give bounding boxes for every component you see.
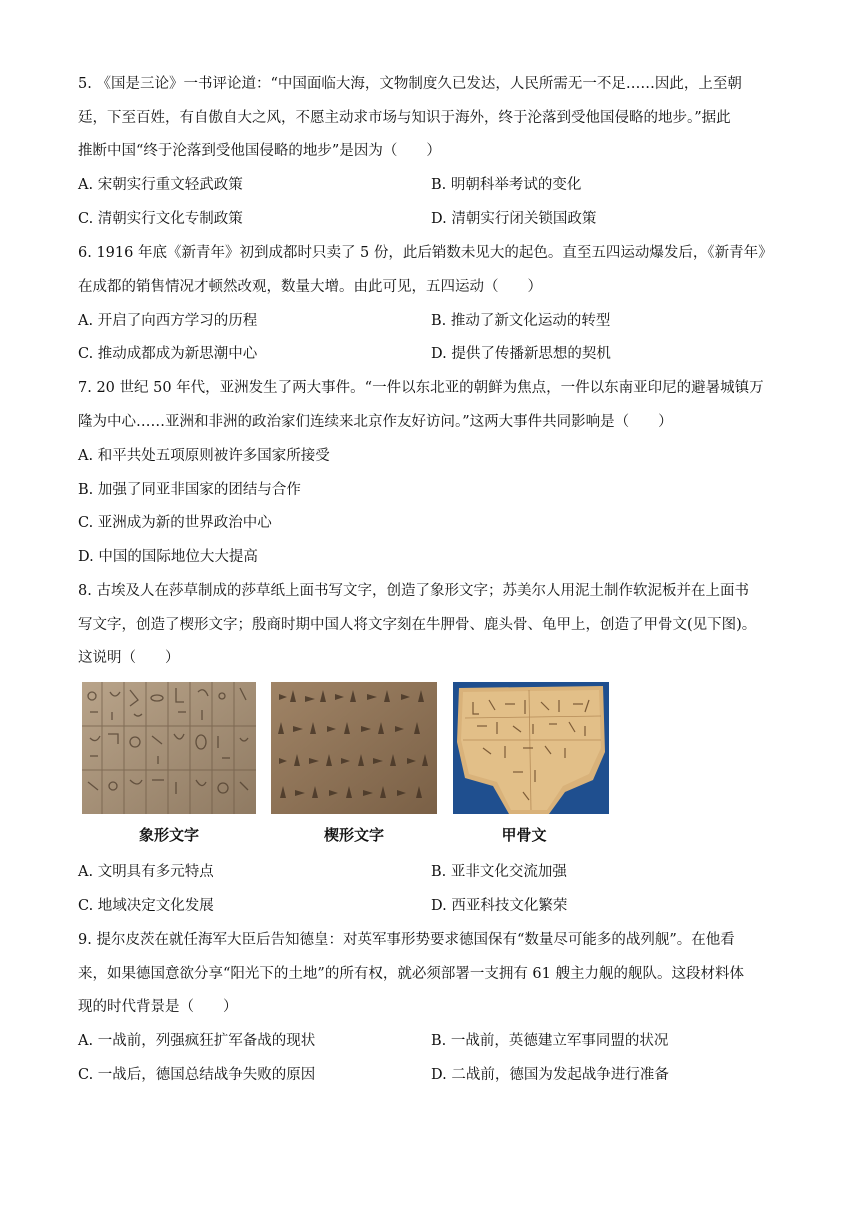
- caption-oracle-bone: 甲骨文: [501, 826, 547, 844]
- q9-stem-line-2: 来，如果德国意欲分享“阳光下的土地”的所有权，就必须部署一支拥有 61 艘主力舰的舰队。这段材料体: [78, 966, 744, 982]
- q7-option-c: C. 亚洲成为新的世界政治中心: [78, 515, 272, 531]
- q5-stem-line-2: 廷，下至百姓，有自傲自大之风，不愿主动求市场与知识于海外，终于沦落到受他国侵略的地步。”据此: [78, 110, 731, 126]
- q6-option-a: A. 开启了向西方学习的历程: [78, 313, 258, 329]
- q7-stem-line-1: 7. 20 世纪 50 年代，亚洲发生了两大事件。“一件以东北亚的朝鲜为焦点，一件以东南亚印尼的避暑城镇万: [78, 380, 764, 396]
- q8-stem-line-1: 8. 古埃及人在莎草制成的莎草纸上面书写文字，创造了象形文字；苏美尔人用泥土制作软泥板并在上面书: [78, 583, 749, 599]
- q6-stem-line-1: 6. 1916 年底《新青年》初到成都时只卖了 5 份，此后销数未见大的起色。直至五四运动爆发后，《新青年》: [78, 245, 773, 261]
- q7-stem-line-2: 隆为中心……亚洲和非洲的政治家们连续来北京作友好访问。”这两大事件共同影响是（ ）: [78, 414, 673, 430]
- q9-stem-line-3: 现的时代背景是（ ）: [78, 999, 238, 1015]
- q9-stem-line-1: 9. 提尔皮茨在就任海军大臣后告知德皇：对英军事形势要求德国保有“数量尽可能多的战列舰”。在他看: [78, 932, 735, 948]
- q6-option-d: D. 提供了传播新思想的契机: [431, 346, 611, 362]
- caption-hieroglyphs: 象形文字: [138, 826, 199, 844]
- q9-option-b: B. 一战前，英德建立军事同盟的状况: [431, 1033, 669, 1049]
- q8-option-d: D. 西亚科技文化繁荣: [431, 898, 568, 914]
- q8-option-a: A. 文明具有多元特点: [78, 864, 214, 880]
- q5-option-c: C. 清朝实行文化专制政策: [78, 211, 243, 227]
- q6-option-b: B. 推动了新文化运动的转型: [431, 313, 611, 329]
- q6-stem-line-2: 在成都的销售情况才顿然改观，数量大增。由此可见，五四运动（ ）: [78, 279, 542, 295]
- oracle-bone-image: [453, 682, 609, 814]
- cuneiform-image: [271, 682, 437, 814]
- q9-option-d: D. 二战前，德国为发起战争进行准备: [431, 1067, 669, 1083]
- q7-option-a: A. 和平共处五项原则被许多国家所接受: [78, 448, 330, 464]
- q5-option-d: D. 清朝实行闭关锁国政策: [431, 211, 597, 227]
- q8-stem-line-3: 这说明（ ）: [78, 650, 180, 666]
- q8-option-c: C. 地域决定文化发展: [78, 898, 214, 914]
- caption-cuneiform: 楔形文字: [323, 826, 384, 844]
- q5-option-b: B. 明朝科举考试的变化: [431, 177, 582, 193]
- q9-option-c: C. 一战后，德国总结战争失败的原因: [78, 1067, 316, 1083]
- q5-option-a: A. 宋朝实行重文轻武政策: [78, 177, 243, 193]
- q5-stem-line-1: 5. 《国是三论》一书评论道：“中国面临大海，文物制度久已发达，人民所需无一不足……因此，上至朝: [78, 76, 742, 92]
- q9-option-a: A. 一战前，列强疯狂扩军备战的现状: [78, 1033, 316, 1049]
- q8-option-b: B. 亚非文化交流加强: [431, 864, 567, 880]
- q7-option-d: D. 中国的国际地位大大提高: [78, 549, 258, 565]
- q7-option-b: B. 加强了同亚非国家的团结与合作: [78, 482, 301, 498]
- q6-option-c: C. 推动成都成为新思潮中心: [78, 346, 258, 362]
- hieroglyph-image: [82, 682, 256, 814]
- q5-stem-line-3: 推断中国“终于沦落到受他国侵略的地步”是因为（ ）: [78, 143, 441, 159]
- q8-stem-line-2: 写文字，创造了楔形文字；殷商时期中国人将文字刻在牛胛骨、鹿头骨、龟甲上，创造了甲骨文(见下图)。: [78, 617, 757, 633]
